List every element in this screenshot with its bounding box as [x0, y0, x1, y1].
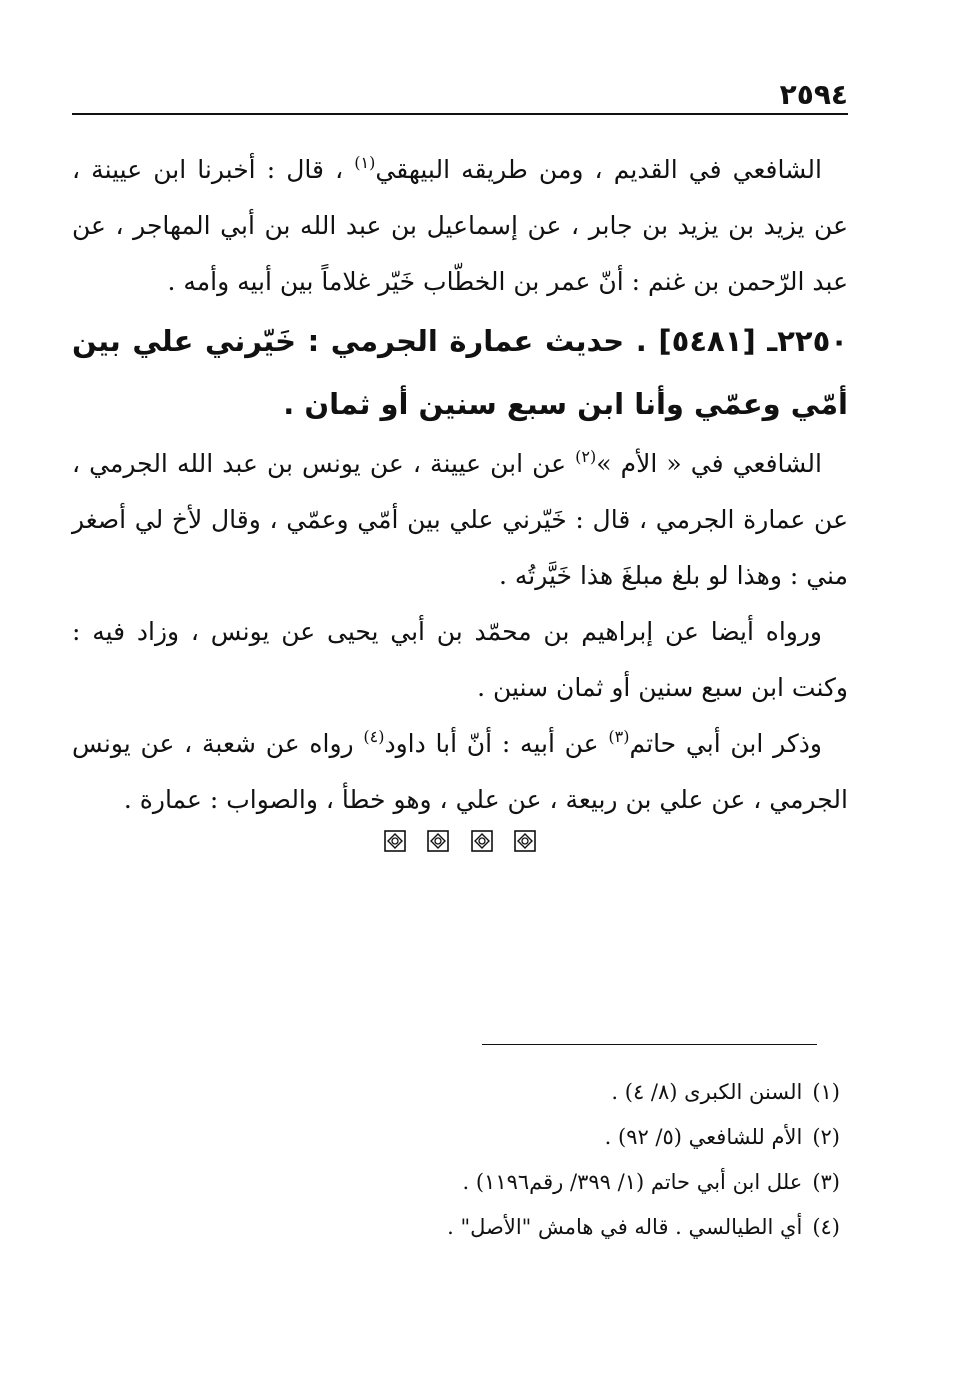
hadith-heading: ٢٢٥٠ـ [٥٤٨١] . حديث عمارة الجرمي : خَيّرني علي بين أمّي وعمّي وأنا ابن سبع سنين أو ثمان . — [72, 324, 849, 421]
footnote-ref-3[interactable]: (٣) — [608, 727, 630, 746]
paragraph-4-text-c: رواه عن شعبة ، عن يونس الجرمي ، عن علي بن ربيعة ، عن علي ، وهو خطأ ، والصواب : عمارة . — [72, 729, 848, 814]
footnote-number: (٢) — [812, 1125, 840, 1149]
footnote-text: السنن الكبرى (٨/ ٤) . — [611, 1080, 803, 1104]
paragraph-4-text-b: عن أبيه : أنّ أبا داود — [384, 729, 609, 758]
main-text — [72, 142, 848, 870]
paragraph-1-text-a: الشافعي في القديم ، ومن طريقه البيهقي — [375, 155, 822, 184]
paragraph-1-text-b: ، قال : أخبرنا ابن عيينة ، عن يزيد بن يزيد بن جابر ، عن إسماعيل بن عبد الله بن أبي المهاجر ، عن عبد الرّحمن بن غنم : أنّ عمر بن الخطّاب خَيّر غلاماً بين أبيه وأمه . — [72, 155, 848, 296]
footnote-number: (١) — [812, 1080, 840, 1104]
footnote-text: علل ابن أبي حاتم (١/ ٣٩٩/ رقم١١٩٦) . — [462, 1170, 803, 1194]
paragraph-3: ورواه أيضا عن إبراهيم بن محمّد بن أبي يحيى عن يونس ، وزاد فيه : وكنت ابن سبع سنين أو ثمان سنين . — [72, 617, 848, 702]
decorative-knot-icon — [427, 830, 449, 852]
footnote-number: (٣) — [812, 1170, 840, 1194]
footnote-4 — [72, 1205, 840, 1250]
paragraph-2 — [72, 436, 848, 604]
footnote-3 — [72, 1160, 840, 1205]
paragraph-4-text-a: وذكر ابن أبي حاتم — [629, 729, 822, 758]
footnote-number: (٤) — [812, 1215, 840, 1239]
decorative-knot-icon — [471, 830, 493, 852]
paragraph-2-text-b: عن ابن عيينة ، عن يونس بن عبد الله الجرمي ، عن عمارة الجرمي ، قال : خَيّرني علي بين أمّي وعمّي ، وقال لأخ لي أصغر مني : وهذا لو بلغ مبلغَ هذا خَيَّرتُه . — [72, 449, 848, 590]
footnote-text: أي الطيالسي . قاله في هامش "الأصل" . — [447, 1215, 803, 1239]
footnotes — [72, 1070, 840, 1250]
footnote-text: الأم للشافعي (٥/ ٩٢) . — [604, 1125, 803, 1149]
footnote-ref-1[interactable]: (١) — [354, 153, 376, 172]
footnote-ref-2[interactable]: (٢) — [575, 447, 597, 466]
footnote-2 — [72, 1115, 840, 1160]
section-ornaments — [72, 830, 848, 870]
paragraph-2-text-a: الشافعي في « الأم » — [596, 449, 822, 478]
header-rule — [72, 113, 848, 115]
footnote-1 — [72, 1070, 840, 1115]
page-number: ٢٥٩٤ — [779, 78, 848, 111]
paragraph-4 — [72, 716, 848, 828]
decorative-knot-icon — [384, 830, 406, 852]
footnote-ref-4[interactable]: (٤) — [363, 727, 385, 746]
paragraph-1 — [72, 142, 848, 310]
footnote-rule — [482, 1044, 817, 1045]
decorative-knot-icon — [514, 830, 536, 852]
